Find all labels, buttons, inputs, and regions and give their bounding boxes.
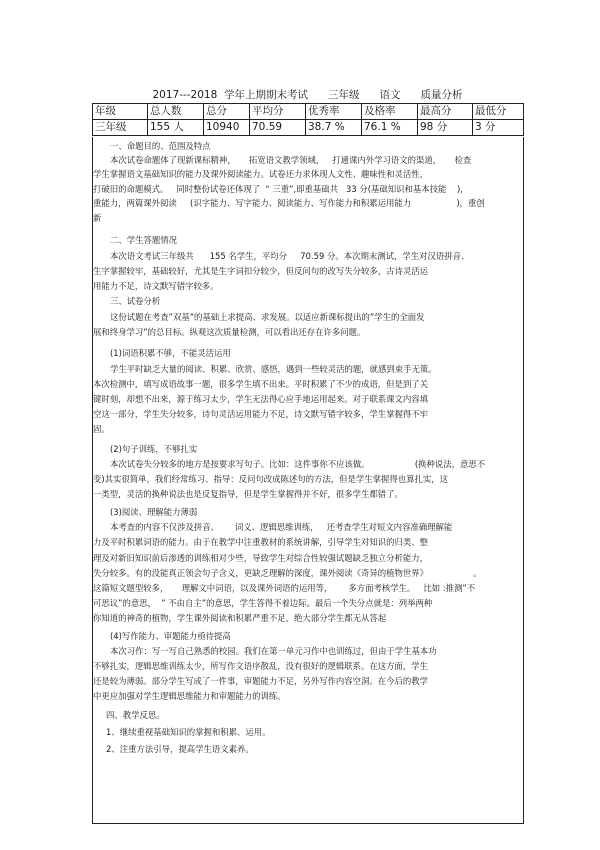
header-total-score: 总分 <box>204 104 250 120</box>
paragraph-line: 新 <box>93 213 102 223</box>
paragraph-line: 本次语文考试三年级共 155 名学生，平均分 70.59 分。本次期末测试，学生对汉语拼音、 <box>110 251 470 261</box>
paragraph-line: 不够扎实，逻辑思维训练太少，所写作文语序散乱，没有很好的逻辑联系。在这方面，学生 <box>93 661 428 671</box>
section-heading-3: 三、试卷分析 <box>110 296 161 306</box>
subsection-heading-2: (2)句子训练，不够扎实 <box>110 444 198 454</box>
paragraph-line: 学生掌握语文基础知识的能力及课外阅读能力。试卷还力求体现人文性、趣味性和灵活性， <box>93 169 428 179</box>
cell-grade: 三年级 <box>93 120 148 136</box>
paragraph-line: 力及平时积累词语的能力。由于在教学中注重教材的系统讲解，引导学生对知识的归类、整 <box>93 537 428 547</box>
stats-data-row <box>93 120 524 136</box>
cell-total-students: 155 人 <box>148 120 204 136</box>
cell-lowest: 3 分 <box>473 120 524 136</box>
header-excellent-rate: 优秀率 <box>306 104 362 120</box>
paragraph-line: 展和终身学习”的总目标。纵观这次质量检测，可以看出还存在许多问题。 <box>93 327 366 337</box>
section-heading-4: 四、教学反思。 <box>106 710 165 720</box>
section-heading-2: 二、学生答题情况 <box>110 235 177 245</box>
cell-highest: 98 分 <box>418 120 473 136</box>
subsection-heading-4: (4)写作能力、审题能力亟待提高 <box>110 631 231 641</box>
reflection-item-2: 2、注重方法引导，提高学生语文素养。 <box>106 744 254 754</box>
paragraph-line: 变)其实很简单，我们经常练习、指导：反问句改成陈述句的方法，但是学生掌握得也算扎实，这 <box>93 474 449 484</box>
paragraph-line: 重能力，两篇课外阅读 (识字能力、写字能力、阅读能力、写作能力和积累运用能力 )，重创 <box>93 198 485 208</box>
paragraph-line: 这份试题在考查”双基”的基础上求提高、求发展。以适应新课标提出的”学生的全面发 <box>110 312 425 322</box>
paragraph-line: 失分较多。有的没能真正领会句子含义，更缺乏理解的深度，课外阅读《奇异的植物世界》 。 <box>93 568 482 578</box>
paragraph-line: 键时刻，却想不出来，源于练习太少，学生无法得心应手地运用起来。对于联系课文内容填 <box>93 394 428 404</box>
cell-pass-rate: 76.1 % <box>362 120 418 136</box>
header-total-students: 总人数 <box>148 104 204 120</box>
paragraph-line: 本次习作：写一写自己熟悉的校园。我们在第一单元习作中也训练过，但由于学生基本功 <box>110 646 437 656</box>
stats-table <box>92 103 524 136</box>
paragraph-line: 本次试卷失分较多的地方是按要求写句子。比如：这件事你不应该做。 (换种说法，意思不 <box>110 459 486 469</box>
paragraph-line: 中更应加强对学生逻辑思维能力和审题能力的训练。 <box>93 691 286 701</box>
paragraph-line: 生字掌握较牢，基础较好，尤其是生字词扣分较少，但反问句的改写失分较多，古诗灵活运 <box>93 266 428 276</box>
paragraph-line: 空这一部分，学生失分较多，诗句灵活运用能力不足，诗文默写错字较多，学生掌握得不牢 <box>93 409 428 419</box>
cell-excellent-rate: 38.7 % <box>306 120 362 136</box>
cell-average: 70.59 <box>250 120 306 136</box>
header-average: 平均分 <box>250 104 306 120</box>
paragraph-line: 还是较为薄弱。部分学生写成了一件事，审题能力不足，另外写作内容空洞。在今后的教学 <box>93 676 428 686</box>
header-highest: 最高分 <box>418 104 473 120</box>
paragraph-line: 本考查的内容不仅涉及拼音、 词义、逻辑思维训练， 还考查学生对短文内容准确理解能 <box>110 522 453 532</box>
subsection-heading-1: (1)词语积累不够，不能灵活运用 <box>110 348 231 358</box>
cell-total-score: 10940 <box>204 120 250 136</box>
section-heading-1: 一、命题目的、范围及特点 <box>110 141 211 151</box>
paragraph-line: 用能力不足，诗文默写错字较多。 <box>93 281 219 291</box>
paragraph-line: 本次试卷命题体了现新课标精神， 拓宽语文教学领域， 打通课内外学习语文的渠道， 检查 <box>110 155 472 165</box>
paragraph-line: 本次检测中，填写成语故事一题，很多学生填不出来。平时积累了不少的成语，但是到了关 <box>93 379 428 389</box>
paragraph-line: 一类型，灵活的换种说法也是反复指导，但是学生掌握得并不好，很多学生都错了。 <box>93 489 403 499</box>
header-pass-rate: 及格率 <box>362 104 418 120</box>
paragraph-line: 这篇短文题型较多， 理解文中词语，以及课外词语的运用等， 多方面考核学生。 比如 :推测”不 <box>93 583 476 593</box>
paragraph-line: 固。 <box>93 424 110 434</box>
paragraph-line: 可思议”的意思， ” 不由自主”的意思，学生答得不着边际。最后一个失分点就是：列举两种 <box>93 598 433 608</box>
stats-header-row <box>93 104 524 120</box>
header-grade: 年级 <box>93 104 148 120</box>
subsection-heading-3: (3)阅读、理解能力薄弱 <box>110 507 198 517</box>
paragraph-line: 理及对新旧知识前后渗透的训练相对少些，导致学生对综合性较强试题缺乏独立分析能力， <box>93 553 428 563</box>
reflection-item-1: 1、继续重视基础知识的掌握和积累、运用。 <box>106 727 271 737</box>
paragraph-line: 打破旧的命题模式。 同时整份试卷还体现了 “ 三重”,即重基础共 33 分(基础知识和基本技能 )， <box>93 184 469 194</box>
paragraph-line: 学生平时缺乏大量的阅读、积累、欣赏、感悟，遇到一些较灵活的题，就感到束手无策。 <box>110 364 437 374</box>
paragraph-line: 你知道的神奇的植物，学生课外阅读和积累严重不足，绝大部分学生都无从答起 <box>93 613 387 623</box>
header-lowest: 最低分 <box>473 104 524 120</box>
report-title: 2017---2018 学年上期期末考试 三年级 语文 质量分析 <box>152 89 463 101</box>
